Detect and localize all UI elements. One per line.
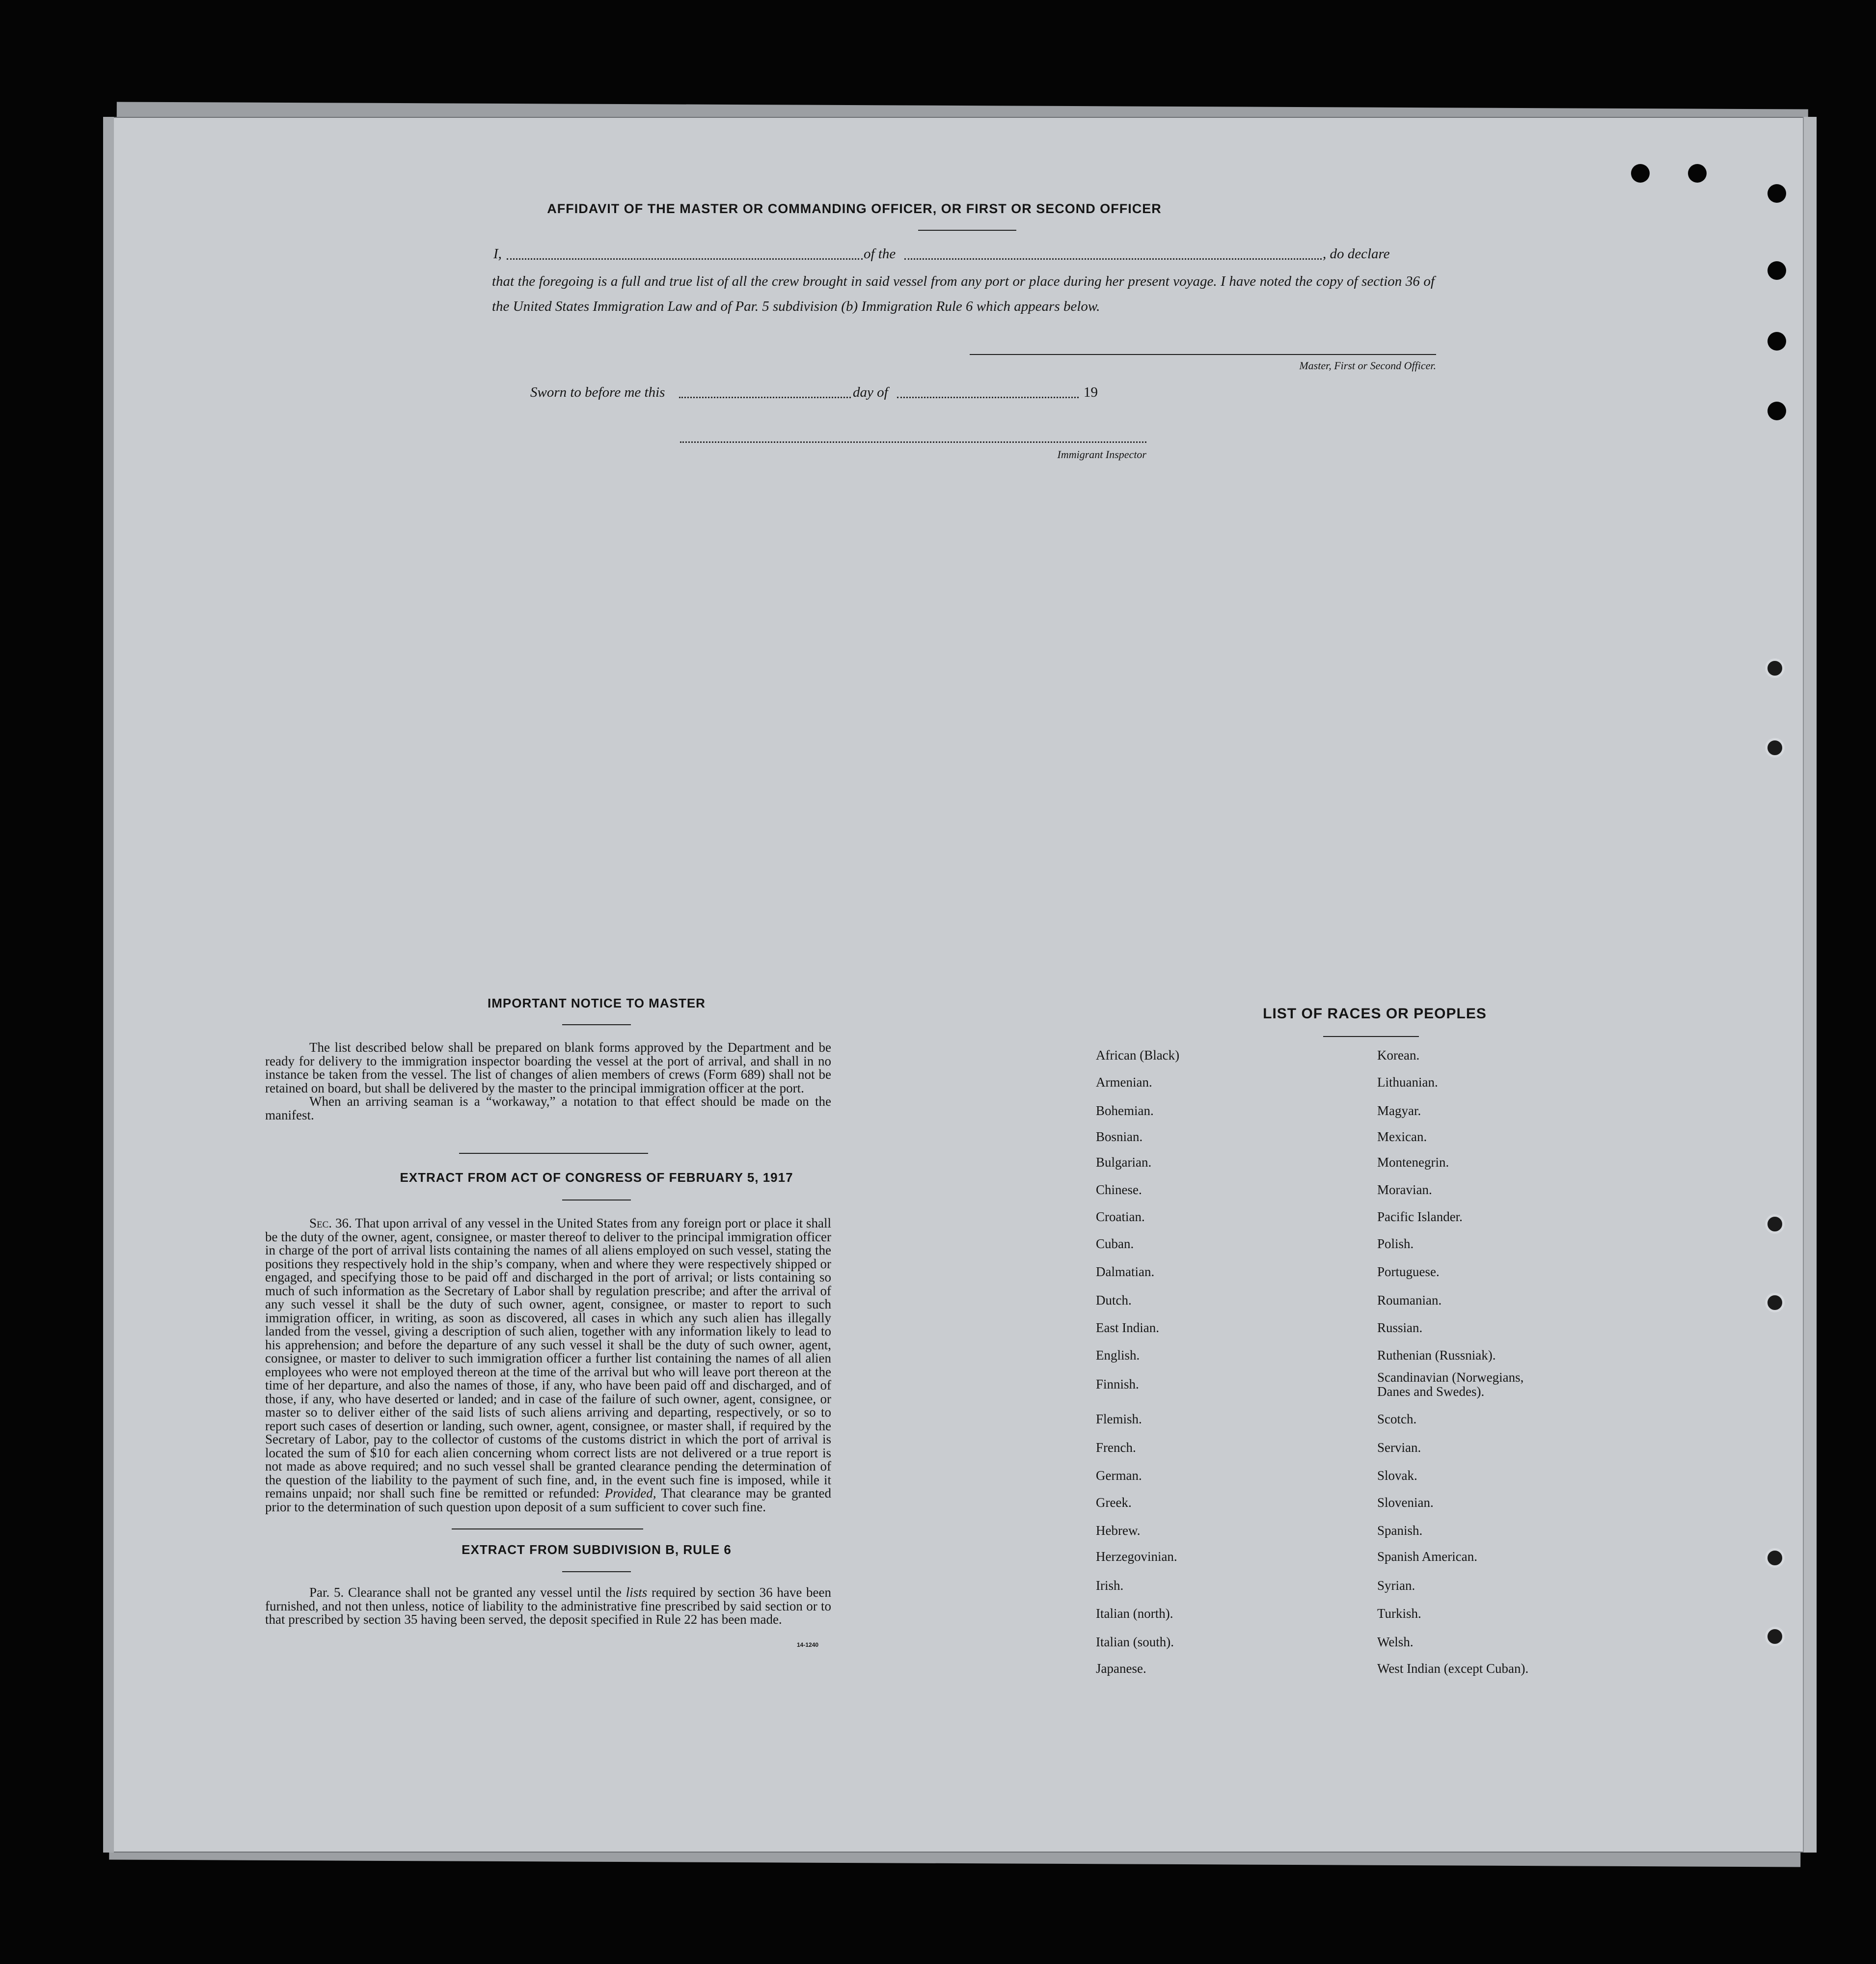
race-item: Bohemian.	[1096, 1103, 1154, 1118]
race-item: West Indian (except Cuban).	[1377, 1661, 1529, 1676]
race-item: Korean.	[1377, 1048, 1420, 1063]
race-item: African (Black)	[1096, 1048, 1180, 1063]
year-label: 19	[1084, 384, 1098, 400]
inspector-label: Immigrant Inspector	[1057, 448, 1146, 461]
rule-text-end: required by section 36 have been furnished, and not then unless, notice of liability to the administrative fine prescribed by said section or to that prescribed by section 35 having been served, the deposit specified in Rule 22 has been made.	[265, 1585, 832, 1627]
form-number: 14-1240	[797, 1641, 819, 1648]
declare-label: , do declare	[1323, 246, 1390, 262]
race-item: Servian.	[1377, 1440, 1421, 1455]
race-item: Spanish American.	[1377, 1549, 1477, 1564]
notice-title: IMPORTANT NOTICE TO MASTER	[488, 996, 706, 1010]
race-item: Pacific Islander.	[1377, 1209, 1463, 1224]
notice-body	[265, 1041, 831, 1122]
punch-hole-icon	[1767, 261, 1786, 280]
race-item: Italian (south).	[1096, 1635, 1174, 1649]
race-item: Croatian.	[1096, 1209, 1145, 1224]
punch-hole-icon	[1767, 332, 1786, 351]
affiant-name-field[interactable]	[507, 258, 863, 260]
races-title: LIST OF RACES OR PEOPLES	[1263, 1006, 1487, 1022]
act-extract-title: EXTRACT FROM ACT OF CONGRESS OF FEBRUARY 5, 1917	[400, 1170, 793, 1185]
section-text: That upon arrival of any vessel in the United States from any foreign port or place it shall be the duty of the owner, agent, consignee, or master thereof to deliver to the principal immigration officer in charge of the port of arrival lists containing the names of all aliens employed on such vessel, stating the positions they respectively hold in the ship’s company, when and where they were respectively shipped or engaged, and specifying those to be paid off and discharged in the port of arrival; or lists containing so much of such information as the Secretary of Labor shall by regulation prescribe; and after the arrival of any such vessel it shall be the duty of such owner, agent, consignee, or master to report to such immigration officer, in writing, as soon as discovered, all cases in which any such alien has illegally landed from the vessel, giving a description of such alien, together with any information likely to lead to his apprehension; and before the departure of any such vessel it shall be the duty of such owner, agent, consignee, or master to deliver to such immigration officer a further list containing the names of all alien employees who were not employed thereon at the time of the arrival but who will leave port thereon at the time of her departure, and also the names of those, if any, who have been paid off and discharged, and of those, if any, who have deserted or landed; and in case of the failure of such owner, agent, consignee, or master so to deliver either of the said lists of such aliens arriving and departing, respectively, or so to report such cases of desertion or landing, such owner, agent, consignee, or master shall, if required by the Secretary of Labor, pay to the collector of customs of the customs district in which the port of arrival is located the sum of $10 for each alien concerning whom correct lists are not delivered or a true report is not made as above required; and no such vessel shall be granted clearance pending the determination of the question of the liability to the payment of such fine, and, in the event such fine is imposed, while it remains unpaid; nor shall such fine be remitted or refunded:	[265, 1216, 832, 1500]
race-item: Slovenian.	[1377, 1495, 1434, 1510]
race-item: Spanish.	[1377, 1523, 1423, 1538]
divider	[459, 1153, 648, 1154]
ring-hole-icon	[1765, 658, 1785, 678]
master-signature-label: Master, First or Second Officer.	[1299, 359, 1436, 372]
section-text-end: That clearance may be granted prior to the determination of such question upon deposit of a sum sufficient to cover such fine.	[265, 1486, 831, 1514]
page-edge-strip	[103, 117, 114, 1853]
race-item: Bosnian.	[1096, 1129, 1143, 1144]
race-item: Polish.	[1377, 1236, 1414, 1251]
race-item: English.	[1096, 1348, 1140, 1363]
sworn-day-field[interactable]	[679, 397, 851, 398]
divider	[1323, 1036, 1419, 1037]
divider	[918, 230, 1016, 231]
race-item: Dalmatian.	[1096, 1264, 1155, 1279]
race-item: Slovak.	[1377, 1468, 1417, 1483]
inspector-signature-line[interactable]	[680, 441, 1146, 443]
sworn-month-field[interactable]	[897, 397, 1079, 398]
race-item: Magyar.	[1377, 1103, 1421, 1118]
rule-text: Par. 5. Clearance shall not be granted any vessel until the	[309, 1585, 622, 1600]
race-item: Ruthenian (Russniak).	[1377, 1348, 1496, 1363]
race-item: French.	[1096, 1440, 1136, 1455]
race-item: Hebrew.	[1096, 1523, 1141, 1538]
punch-hole-icon	[1767, 184, 1786, 203]
race-item: Welsh.	[1377, 1635, 1414, 1649]
provided-word: Provided,	[604, 1486, 656, 1500]
race-item: Flemish.	[1096, 1412, 1142, 1426]
race-item: Bulgarian.	[1096, 1155, 1152, 1170]
affiant-label: I,	[493, 246, 502, 262]
race-item: Scotch.	[1377, 1412, 1417, 1426]
divider	[562, 1024, 631, 1025]
race-item: Russian.	[1377, 1320, 1423, 1335]
race-item: Finnish.	[1096, 1377, 1139, 1391]
race-item: Moravian.	[1377, 1182, 1432, 1197]
race-item: Japanese.	[1096, 1661, 1146, 1676]
ring-hole-icon	[1765, 1548, 1785, 1568]
divider	[562, 1571, 631, 1572]
vessel-of-label: of the	[864, 246, 896, 262]
affidavit-statement: that the foregoing is a full and true list of all the crew brought in said vessel from any port or place during her present voyage. I have noted the copy of section 36 of the United States Immigration Law and of Par. 5 subdivision (b) Immigration Rule 6 which appears below.	[492, 273, 1435, 314]
race-item: Armenian.	[1096, 1075, 1152, 1090]
master-signature-line[interactable]	[970, 354, 1436, 355]
race-item: Scandinavian (Norwegians, Danes and Swedes).	[1377, 1370, 1524, 1399]
ring-hole-icon	[1765, 1214, 1785, 1234]
day-of-label: day of	[853, 384, 888, 400]
page-right-edge	[1803, 117, 1817, 1853]
notice-paragraph: The list described below shall be prepared on blank forms approved by the Department and be ready for delivery to the immigration inspector boarding the vessel at the port of arrival, and shall in no instance be taken from the vessel. The list of changes of alien members of crews (Form 689) shall not be retained on board, but shall be delivered by the master to the principal immigration officer at the port.	[265, 1040, 831, 1095]
race-item: East Indian.	[1096, 1320, 1159, 1335]
punch-hole-icon	[1767, 402, 1786, 420]
punch-hole-icon	[1688, 164, 1707, 183]
race-item: Roumanian.	[1377, 1293, 1442, 1308]
race-item: German.	[1096, 1468, 1142, 1483]
divider	[452, 1528, 643, 1529]
vessel-name-field[interactable]	[904, 258, 1322, 260]
race-item: Greek.	[1096, 1495, 1132, 1510]
race-item: Portuguese.	[1377, 1264, 1440, 1279]
notice-paragraph: When an arriving seaman is a “workaway,” a notation to that effect should be made on the manifest.	[265, 1094, 831, 1122]
affidavit-title: AFFIDAVIT OF THE MASTER OR COMMANDING OFFICER, OR FIRST OR SECOND OFFICER	[547, 201, 1162, 216]
race-item: Irish.	[1096, 1578, 1124, 1593]
race-item: Lithuanian.	[1377, 1075, 1438, 1090]
act-extract-body	[265, 1217, 831, 1514]
lists-word: lists	[625, 1585, 648, 1600]
race-item: Syrian.	[1377, 1578, 1415, 1593]
punch-hole-icon	[1631, 164, 1650, 183]
ring-hole-icon	[1765, 1293, 1785, 1312]
race-item: Italian (north).	[1096, 1606, 1173, 1621]
race-item: Turkish.	[1377, 1606, 1421, 1621]
ring-hole-icon	[1765, 1627, 1785, 1646]
race-item: Cuban.	[1096, 1236, 1134, 1251]
race-item: Mexican.	[1377, 1129, 1427, 1144]
race-item: Dutch.	[1096, 1293, 1132, 1308]
document-page	[103, 117, 1817, 1853]
rule-extract-title: EXTRACT FROM SUBDIVISION B, RULE 6	[462, 1542, 732, 1557]
ring-hole-icon	[1765, 738, 1785, 758]
rule-extract-body	[265, 1586, 831, 1627]
race-item: Chinese.	[1096, 1182, 1142, 1197]
race-item: Herzegovinian.	[1096, 1549, 1177, 1564]
sworn-label: Sworn to before me this	[530, 384, 665, 400]
section-label: Sec. 36.	[309, 1216, 352, 1230]
race-item: Montenegrin.	[1377, 1155, 1449, 1170]
